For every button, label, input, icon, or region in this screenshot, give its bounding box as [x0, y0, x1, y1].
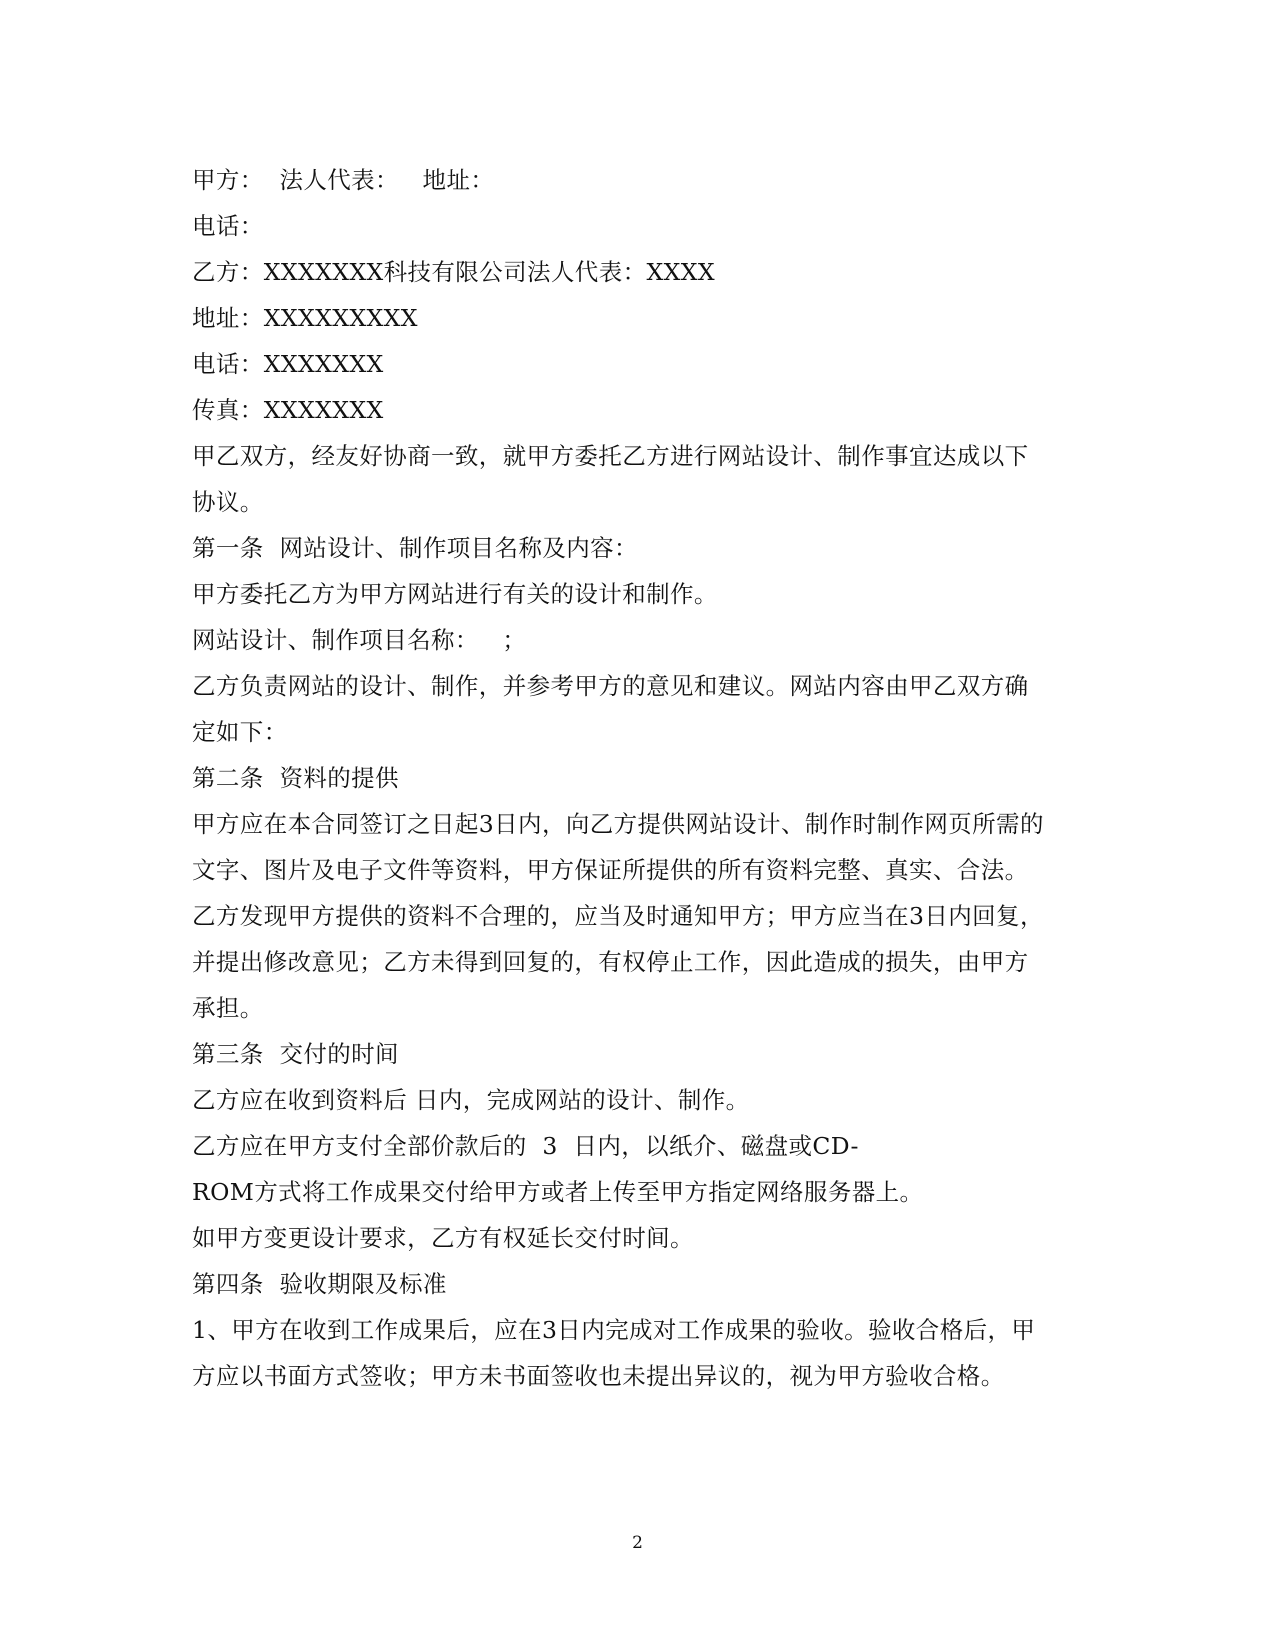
article-3-heading: 第三条 交付的时间 — [192, 1040, 399, 1068]
party-b-fax-line: 传真：XXXXXXX — [192, 396, 384, 424]
article-2-heading: 第二条 资料的提供 — [192, 764, 399, 792]
article-1-line: 乙方负责网站的设计、制作，并参考甲方的意见和建议。网站内容由甲乙双方确 — [192, 672, 1029, 700]
article-2-line: 乙方发现甲方提供的资料不合理的，应当及时通知甲方；甲方应当在3日内回复， — [192, 902, 1044, 930]
article-4-line: 1、甲方在收到工作成果后，应在3日内完成对工作成果的验收。验收合格后，甲 — [192, 1316, 1036, 1344]
preamble-line: 甲乙双方，经友好协商一致，就甲方委托乙方进行网站设计、制作事宜达成以下 — [192, 442, 1029, 470]
article-3-line: ROM方式将工作成果交付给甲方或者上传至甲方指定网络服务器上。 — [192, 1178, 924, 1206]
article-1-line: 定如下： — [192, 718, 288, 746]
article-2-line: 承担。 — [192, 994, 264, 1022]
party-b-address-line: 地址：XXXXXXXXX — [192, 304, 418, 332]
article-2-line: 甲方应在本合同签订之日起3日内，向乙方提供网站设计、制作时制作网页所需的 — [192, 810, 1044, 838]
article-2-line: 文字、图片及电子文件等资料，甲方保证所提供的所有资料完整、真实、合法。 — [192, 856, 1029, 884]
article-1-heading: 第一条 网站设计、制作项目名称及内容： — [192, 534, 638, 562]
article-3-line: 乙方应在甲方支付全部价款后的 3 日内，以纸介、磁盘或CD- — [192, 1132, 859, 1160]
party-b-line: 乙方：XXXXXXX科技有限公司法人代表：XXXX — [192, 258, 716, 286]
party-a-line: 甲方： 法人代表： 地址： — [192, 166, 495, 194]
article-4-heading: 第四条 验收期限及标准 — [192, 1270, 447, 1298]
party-b-phone-line: 电话：XXXXXXX — [192, 350, 384, 378]
article-2-line: 并提出修改意见；乙方未得到回复的，有权停止工作，因此造成的损失，由甲方 — [192, 948, 1029, 976]
party-a-phone-line: 电话： — [192, 212, 264, 240]
article-1-line: 甲方委托乙方为甲方网站进行有关的设计和制作。 — [192, 580, 718, 608]
article-4-line: 方应以书面方式签收；甲方未书面签收也未提出异议的，视为甲方验收合格。 — [192, 1362, 1005, 1390]
article-1-line: 网站设计、制作项目名称： ； — [192, 626, 527, 654]
article-3-line: 乙方应在收到资料后 日内，完成网站的设计、制作。 — [192, 1086, 750, 1114]
article-3-line: 如甲方变更设计要求，乙方有权延长交付时间。 — [192, 1224, 694, 1252]
preamble-line: 协议。 — [192, 488, 264, 516]
page-number: 2 — [632, 1533, 643, 1553]
